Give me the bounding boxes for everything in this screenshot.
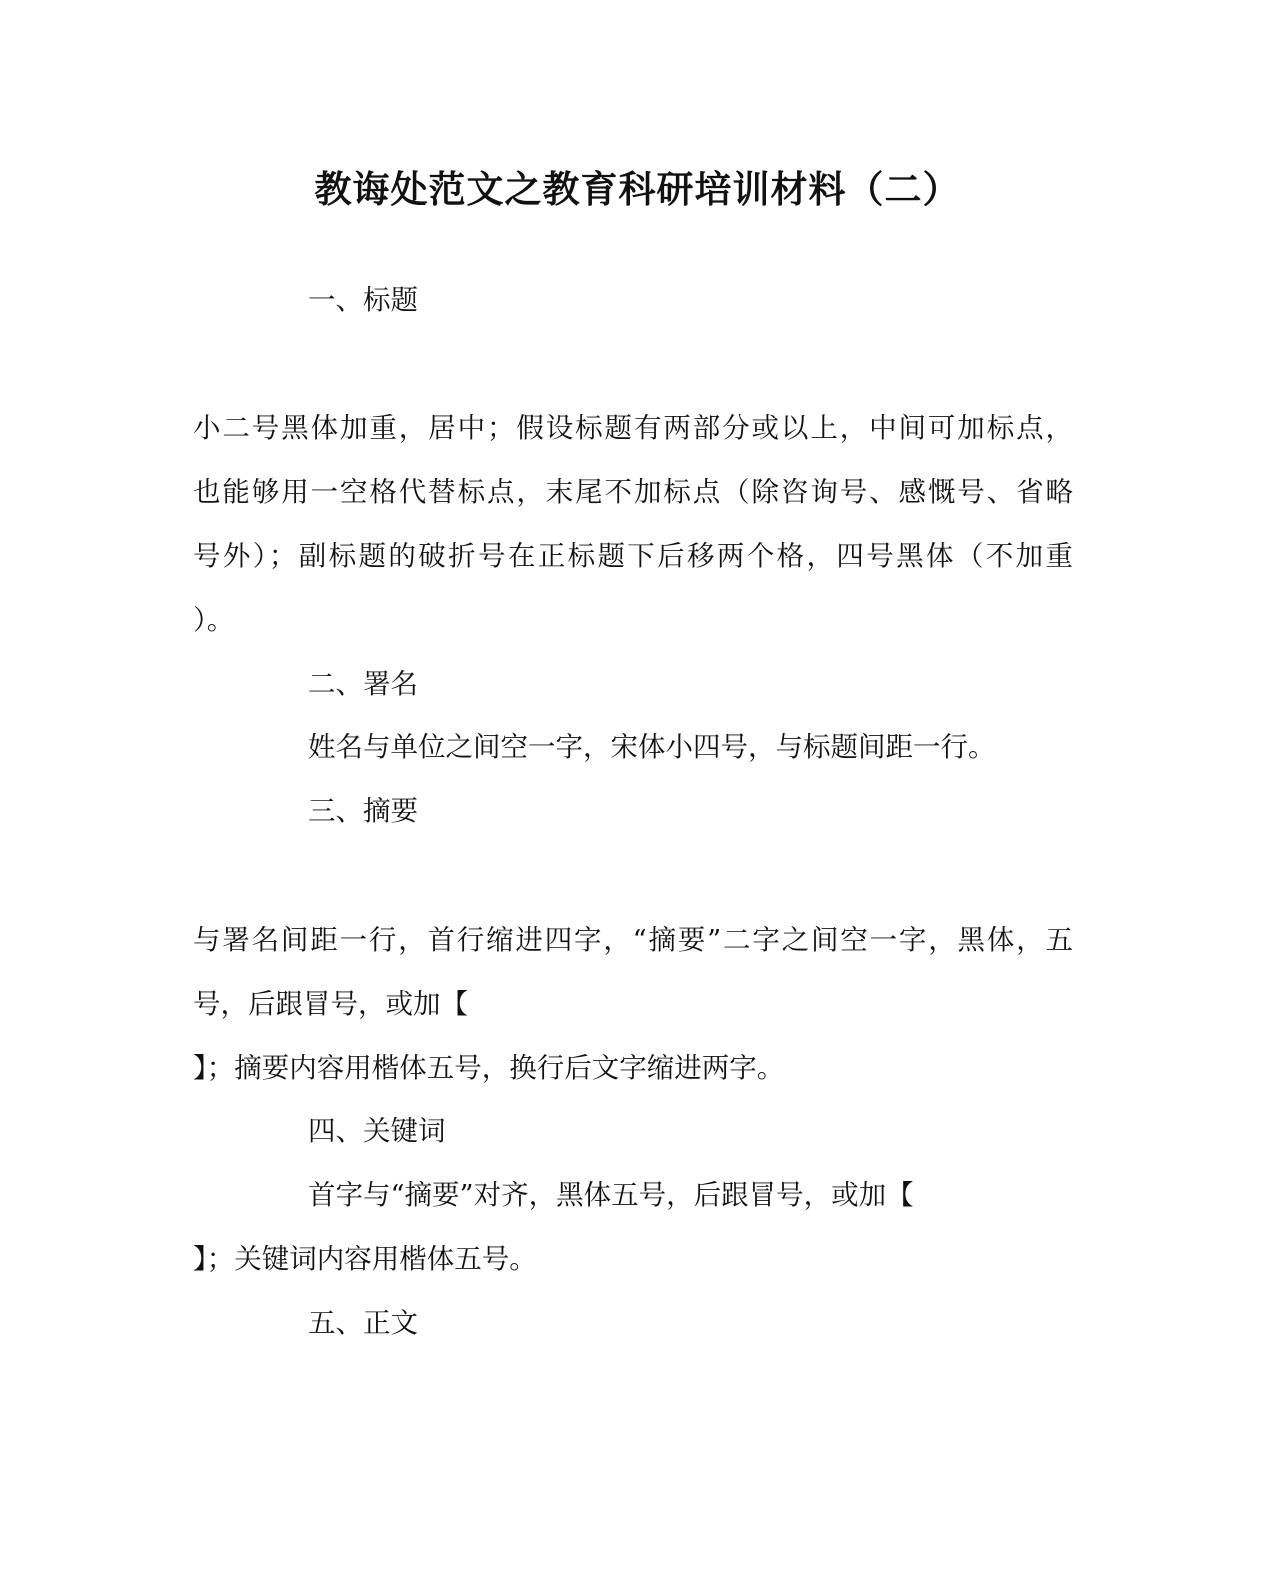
paragraph-line: 也能够用一空格代替标点，末尾不加标点（除咨询号、感慨号、省略	[193, 476, 1073, 508]
paragraph-line: 】；关键词内容用楷体五号。	[193, 1243, 537, 1275]
paragraph-line: 小二号黑体加重，居中；假设标题有两部分或以上，中间可加标点，	[193, 412, 1073, 444]
paragraph-line: 号外）；副标题的破折号在正标题下后移两个格，四号黑体（不加重	[193, 540, 1073, 572]
section-heading-title: 一、标题	[308, 284, 418, 316]
paragraph-line: 与署名间距一行，首行缩进四字，“摘要”二字之间空一字，黑体，五	[193, 924, 1073, 956]
paragraph-line: 号，后跟冒号，或加【	[193, 988, 468, 1020]
paragraph-line: 姓名与单位之间空一字，宋体小四号，与标题间距一行。	[308, 731, 996, 763]
section-heading-abstract: 三、摘要	[308, 795, 418, 827]
paragraph-line: 】；摘要内容用楷体五号，换行后文字缩进两字。	[193, 1052, 785, 1084]
paragraph-line: 首字与“摘要”对齐，黑体五号，后跟冒号，或加【	[308, 1179, 914, 1211]
section-heading-signature: 二、署名	[308, 668, 418, 700]
section-heading-body: 五、正文	[308, 1307, 418, 1339]
section-heading-keywords: 四、关键词	[308, 1115, 446, 1147]
paragraph-line: ）。	[193, 604, 235, 636]
document-title: 教诲处范文之教育科研培训材料（二）	[314, 167, 961, 211]
